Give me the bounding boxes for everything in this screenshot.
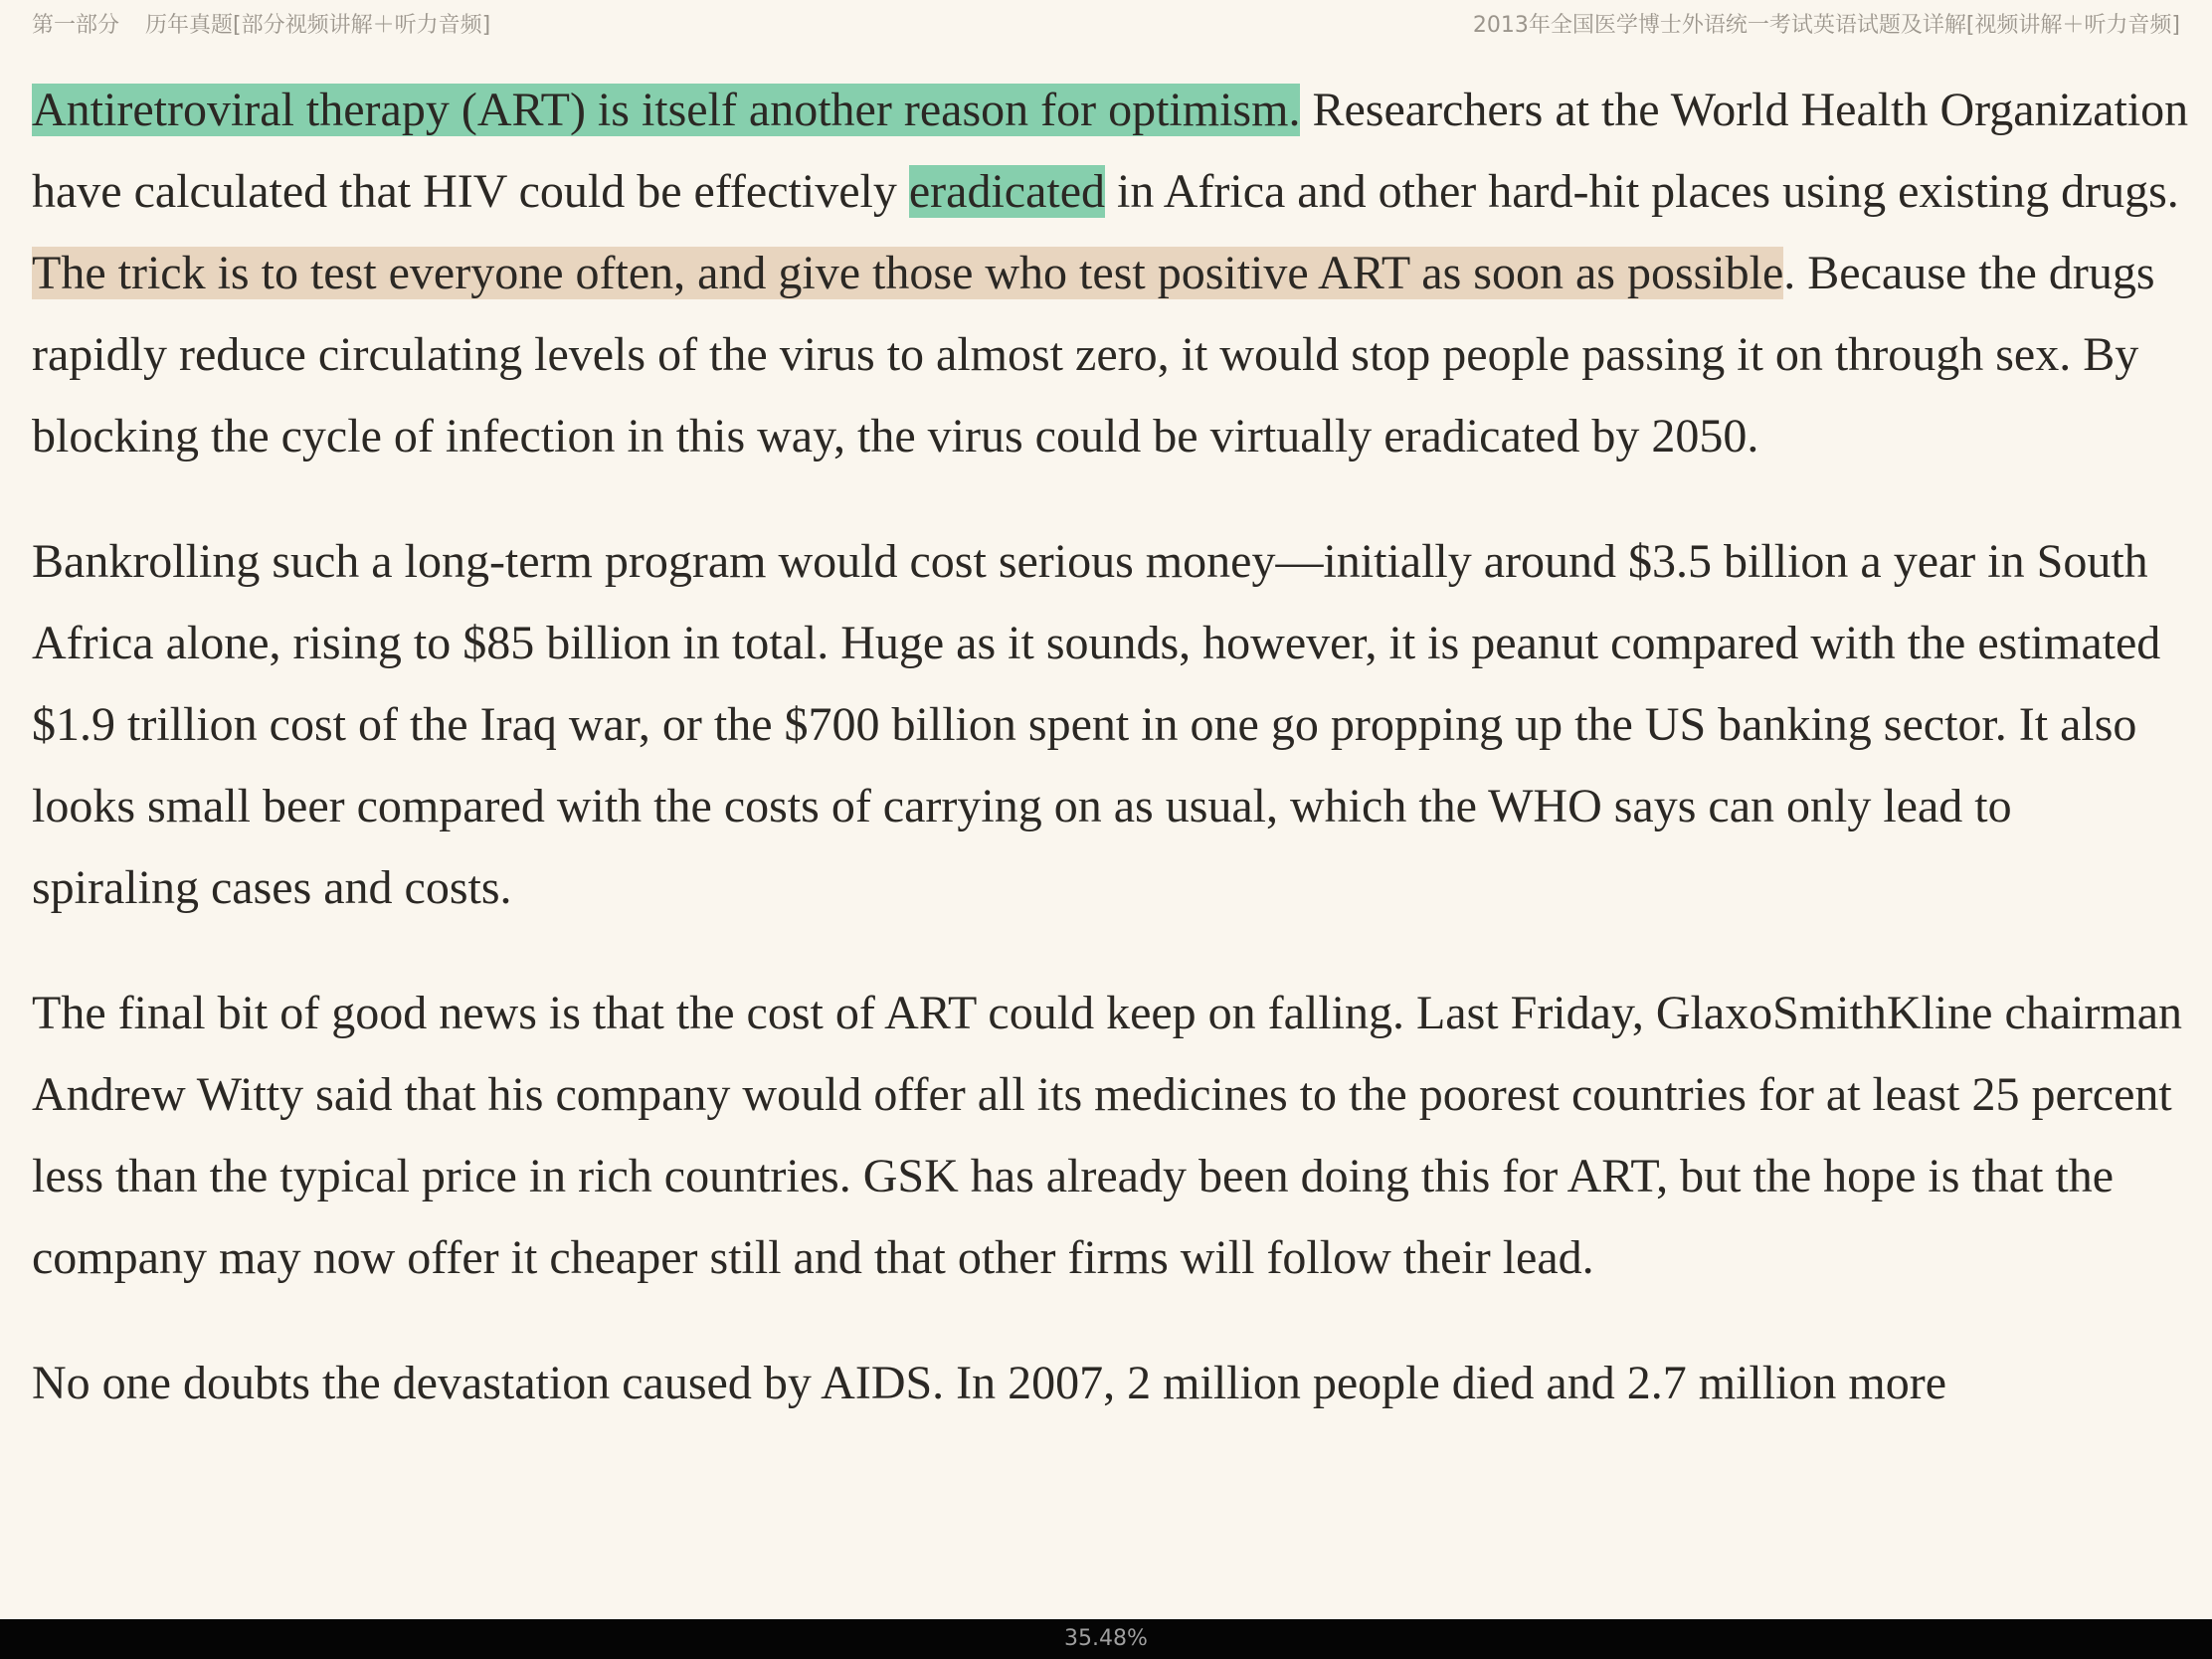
paragraph-text: . Because the drugs rapidly reduce circulating levels of the virus to almost zero, it would stop people passing it on through sex. By blocking the cycle of infection in this way, the virus could be virtually eradicated by 2050. — [32, 247, 2155, 462]
highlight-green[interactable]: Antiretroviral therapy (ART) is itself another reason for optimism. — [32, 84, 1301, 136]
paragraph-text: in Africa and other hard-hit places using existing drugs. — [1105, 165, 2179, 218]
reader-header — [0, 0, 2212, 42]
progress-percentage: 35.48% — [1064, 1626, 1148, 1651]
highlight-green[interactable]: eradicated — [908, 165, 1106, 218]
highlight-tan[interactable]: The trick is to test everyone often, and give those who test positive ART as soon as possible — [32, 247, 1784, 299]
paragraph-2: Bankrolling such a long-term program would cost serious money—initially around $3.5 billion a year in South Africa alone, rising to $85 billion in total. Huge as it sounds, however, it is peanut compared with the estimated $1.9 trillion cost of the Iraq war, or the $700 billion spent in one go propping up the US banking sector. It also looks small beer compared with the costs of carrying on as usual, which the WHO says can only lead to spiraling cases and costs. — [32, 535, 2161, 914]
reading-area[interactable] — [32, 70, 2190, 1619]
part-label: 第一部分 — [32, 13, 120, 38]
paragraph-1 — [32, 70, 2190, 477]
section-label: 历年真题[部分视频讲解＋听力音频] — [145, 13, 491, 38]
reading-progress-bar — [0, 1619, 2212, 1659]
paragraph-4: No one doubts the devastation caused by AIDS. In 2007, 2 million people died and 2.7 million more — [32, 1357, 1947, 1409]
paragraph-3: The final bit of good news is that the cost of ART could keep on falling. Last Friday, GlaxoSmithKline chairman Andrew Witty said that his company would offer all its medicines to the poorest countries for at least 25 percent less than the typical price in rich countries. GSK has already been doing this for ART, but the hope is that the company may now offer it cheaper still and that other firms will follow their lead. — [32, 987, 2183, 1284]
chapter-breadcrumb — [32, 8, 490, 39]
paragraph-text: Researchers at the World Health Organization have calculated that HIV could be effectively — [32, 84, 2189, 218]
book-title: 2013年全国医学博士外语统一考试英语试题及详解[视频讲解＋听力音频] — [1472, 13, 2180, 38]
